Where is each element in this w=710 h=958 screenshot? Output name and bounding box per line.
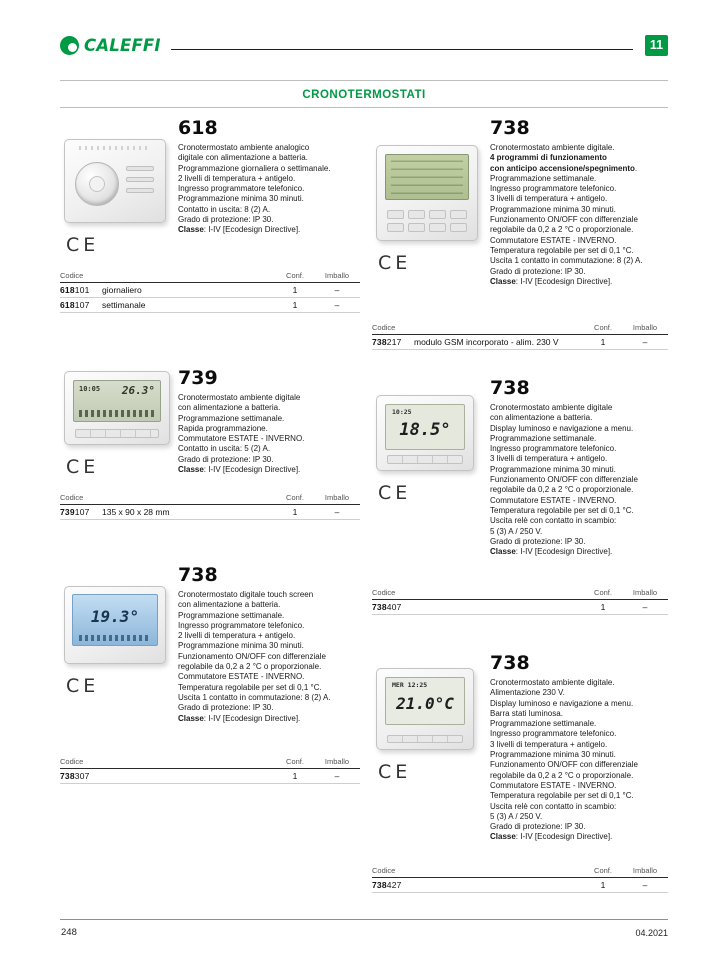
description-line: regolabile da 0,2 a 2 °C o proporzionale. [178,662,322,672]
description-line: Programmazione giornaliera o settimanale. [178,163,331,173]
product-description [178,393,360,475]
device-key [450,223,467,232]
lcd-segments [391,160,463,194]
chapter-badge: 11 [645,35,668,56]
description-line: Funzionamento ON/OFF con differenziale [490,215,638,225]
product-photo-touch-thermostat [64,586,166,664]
table-header [372,323,668,335]
device-lcd [385,677,465,725]
product-table [372,588,668,615]
description-line: con alimentazione a batteria. [178,403,281,413]
table-header [372,866,668,878]
lcd-temperature: 18.5° [399,420,451,440]
description-line: Contatto in uscita: 5 (2) A. [178,444,271,454]
table-body [60,769,360,784]
product-model: 618 [178,117,218,139]
table-row [60,505,360,520]
description-line: Cronotermostato ambiente digitale. [490,143,615,152]
product-photo-digital-thermostat [376,145,478,241]
product-info [490,118,668,287]
description-line: Programmazione settimanale. [490,173,597,183]
description-line: Programmazione minima 30 minuti. [490,204,616,214]
device-lcd [385,154,469,200]
description-line: Uscita relè con contatto in scambio: [490,516,617,526]
description-line: Barra stati luminosa. [490,708,563,718]
description-line: Alimentazione 230 V. [490,688,565,698]
product-description [490,143,668,287]
product-code: 738307 [60,771,90,781]
row-imballo: – [642,337,648,347]
row-description: modulo GSM incorporato - alim. 230 V [414,337,559,347]
device-lcd [72,594,158,646]
row-conf: 1 [292,285,298,295]
product-photo-analog-thermostat [64,139,166,223]
product-code: 738427 [372,880,402,890]
col-codice: Codice [60,757,84,766]
product-media [376,395,486,503]
col-conf: Conf. [286,271,304,280]
ce-mark: CE [66,234,100,256]
ce-mark: CE [378,252,412,274]
description-line: Rapida programmazione. [178,423,268,433]
lcd-temperature: 26.3° [121,384,155,397]
description-line: Funzionamento ON/OFF con differenziale [490,475,638,485]
table-header [372,588,668,600]
description-line: Temperatura regolabile per set di 0,1 °C. [490,791,634,801]
product-media [64,371,174,477]
description-line: Funzionamento ON/OFF con differenziale [490,760,638,770]
caleffi-logo [60,36,161,55]
lcd-program-bars [79,635,151,641]
product-code: 618107 [60,300,90,310]
device-lcd [73,380,161,422]
description-line: Display luminoso e navigazione a menu. [490,423,634,433]
col-conf: Conf. [286,757,304,766]
row-imballo: – [334,771,340,781]
device-lcd [385,404,465,450]
table-row [372,878,668,893]
product-table [372,866,668,893]
description-line: Ingresso programmatore telefonico. [490,184,617,194]
row-description: settimanale [102,300,146,310]
device-key [429,223,446,232]
description-line: Grado di protezione: IP 30. [490,822,586,832]
product-media [376,145,486,273]
description-line: Funzionamento ON/OFF con differenziale [178,651,326,661]
col-imballo: Imballo [632,323,658,332]
description-line: Cronotermostato ambiente digitale. [490,678,615,687]
description-line: Programmazione minima 30 minuti. [490,750,616,760]
description-line: Classe: I-IV [Ecodesign Directive]. [490,832,613,842]
description-line: Commutatore ESTATE - INVERNO. [490,780,617,790]
product-table [60,271,360,313]
col-imballo: Imballo [324,757,350,766]
ce-mark: CE [378,761,412,783]
col-conf: Conf. [594,588,612,597]
product-model: 738 [178,564,218,586]
description-line: Programmazione settimanale. [490,719,597,729]
table-body [372,878,668,893]
device-keypad [387,210,467,232]
page-number: 248 [61,927,77,938]
col-conf: Conf. [286,493,304,502]
product-photo-digital-thermostat [376,395,474,471]
col-imballo: Imballo [632,866,658,875]
table-row [372,600,668,615]
device-button [126,188,154,193]
description-line: 5 (3) A / 250 V. [490,811,543,821]
table-header [60,271,360,283]
description-line: Commutatore ESTATE - INVERNO. [490,235,617,245]
description-line: 5 (3) A / 250 V. [490,526,543,536]
product-media [64,139,174,255]
description-line: Classe: I-IV [Ecodesign Directive]. [178,225,301,235]
product-code: 738407 [372,602,402,612]
row-conf: 1 [292,771,298,781]
description-line: Temperatura regolabile per set di 0,1 °C. [490,505,634,515]
description-line: con anticipo accensione/spegnimento. [490,163,638,173]
product-media [64,586,174,696]
device-button [126,166,154,171]
col-imballo: Imballo [324,271,350,280]
row-conf: 1 [600,880,606,890]
description-line: con alimentazione a batteria. [178,600,281,610]
product-table [60,757,360,784]
product-code: 739107 [60,507,90,517]
col-codice: Codice [372,588,396,597]
device-buttons [387,455,463,464]
description-line: Grado di protezione: IP 30. [178,215,274,225]
description-line: Ingresso programmatore telefonico. [178,620,305,630]
lcd-time: 10:05 [79,385,101,393]
product-info [178,118,360,236]
col-conf: Conf. [594,866,612,875]
product-739 [60,365,360,520]
row-imballo: – [334,300,340,310]
product-code: 618101 [60,285,90,295]
description-line: Uscita 1 contatto in commutazione: 8 (2) A. [490,256,643,266]
description-line: Ingresso programmatore telefonico. [178,184,305,194]
row-conf: 1 [292,300,298,310]
description-line: Classe: I-IV [Ecodesign Directive]. [178,465,301,475]
col-imballo: Imballo [632,588,658,597]
device-key [387,210,404,219]
description-line: Cronotermostato ambiente digitale [178,393,301,402]
product-model: 739 [178,367,218,389]
lcd-day-time: MER 12:25 [392,681,428,689]
description-line: Temperatura regolabile per set di 0,1 °C. [490,245,634,255]
description-line: Cronotermostato ambiente analogico [178,143,310,152]
description-line: Contatto in uscita: 8 (2) A. [178,204,271,214]
description-line: Grado di protezione: IP 30. [178,454,274,464]
row-description: 135 x 90 x 28 mm [102,507,170,517]
product-media [376,668,486,782]
product-code: 738217 [372,337,402,347]
description-line: Programmazione settimanale. [490,433,597,443]
lcd-temperature: 21.0°C [396,694,454,713]
product-photo-digital-thermostat [376,668,474,750]
description-line: Ingresso programmatore telefonico. [490,729,617,739]
device-key [429,210,446,219]
lcd-program-bars [79,410,155,417]
product-info [490,378,668,557]
description-line: digitale con alimentazione a batteria. [178,153,308,163]
device-buttons [126,166,154,193]
product-info [490,653,668,843]
device-key [450,210,467,219]
product-description [490,678,668,843]
description-line: Commutatore ESTATE - INVERNO. [490,495,617,505]
description-line: Commutatore ESTATE - INVERNO. [178,434,305,444]
description-line: 2 livelli di temperatura + antigelo. [178,173,296,183]
table-body [372,335,668,350]
product-description [178,590,360,724]
description-line: Classe: I-IV [Ecodesign Directive]. [490,276,613,286]
header-rule [171,49,633,51]
catalog-date: 04.2021 [635,928,668,938]
table-row [60,298,360,313]
device-key [387,223,404,232]
device-button [126,177,154,182]
description-line: Grado di protezione: IP 30. [490,266,586,276]
row-conf: 1 [600,602,606,612]
product-model: 738 [490,652,530,674]
row-conf: 1 [600,337,606,347]
product-model: 738 [490,117,530,139]
product-738-battery-menu [372,375,668,615]
table-header [60,493,360,505]
description-line: 2 livelli di temperatura + antigelo. [178,631,296,641]
table-row [60,283,360,298]
description-line: regolabile da 0,2 a 2 °C o proporzionale. [490,770,634,780]
description-line: 3 livelli di temperatura + antigelo. [490,739,608,749]
footer-rule [60,919,668,920]
col-conf: Conf. [594,323,612,332]
description-line: 4 programmi di funzionamento [490,153,607,163]
description-line: Cronotermostato ambiente digitale [490,403,613,412]
description-line: Grado di protezione: IP 30. [490,536,586,546]
product-738-230v [372,650,668,893]
row-description: giornaliero [102,285,142,295]
ce-mark: CE [378,482,412,504]
device-key [408,210,425,219]
description-line: Uscita 1 contatto in commutazione: 8 (2) A. [178,692,331,702]
description-line: regolabile da 0,2 a 2 °C o proporzionale. [490,225,634,235]
table-body [60,283,360,313]
description-line: Classe: I-IV [Ecodesign Directive]. [178,713,301,723]
product-table [60,493,360,520]
col-codice: Codice [60,271,84,280]
description-line: Grado di protezione: IP 30. [178,703,274,713]
description-line: Programmazione minima 30 minuti. [490,464,616,474]
row-imballo: – [334,285,340,295]
ce-mark: CE [66,675,100,697]
product-info [178,368,360,475]
caleffi-logo-icon [60,36,79,55]
row-conf: 1 [292,507,298,517]
product-description [490,403,668,557]
description-line: con alimentazione a batteria. [490,413,593,423]
description-line: Ingresso programmatore telefonico. [490,444,617,454]
device-buttons [75,429,159,438]
description-line: Uscita relè con contatto in scambio: [490,801,617,811]
section-title: CRONOTERMOSTATI [302,88,426,101]
product-model: 738 [490,377,530,399]
lcd-time: 10:25 [392,408,412,416]
product-info [178,565,360,724]
description-line: 3 livelli di temperatura + antigelo. [490,454,608,464]
table-body [60,505,360,520]
brand-name: CALEFFI [84,35,161,55]
table-header [60,757,360,769]
description-line: Programmazione settimanale. [178,413,285,423]
description-line: Display luminoso e navigazione a menu. [490,698,634,708]
row-imballo: – [642,880,648,890]
col-codice: Codice [372,866,396,875]
product-description [178,143,360,236]
description-line: Cronotermostato digitale touch screen [178,590,314,599]
table-body [372,600,668,615]
product-738-touch [60,562,360,784]
description-line: Programmazione settimanale. [178,610,285,620]
description-line: regolabile da 0,2 a 2 °C o proporzionale. [490,485,634,495]
description-line: Commutatore ESTATE - INVERNO. [178,672,305,682]
table-row [60,769,360,784]
product-738-gsm [372,115,668,350]
row-imballo: – [642,602,648,612]
description-line: Classe: I-IV [Ecodesign Directive]. [490,547,613,557]
section-banner [60,80,668,108]
lcd-temperature: 19.3° [90,607,140,626]
description-line: 3 livelli di temperatura + antigelo. [490,194,608,204]
description-line: Programmazione minima 30 minuti. [178,641,304,651]
product-618 [60,115,360,313]
page-header [60,33,668,57]
device-buttons [387,735,463,743]
col-codice: Codice [60,493,84,502]
device-vents [79,146,151,150]
device-key [408,223,425,232]
table-row [372,335,668,350]
product-photo-digital-thermostat [64,371,170,445]
device-dial [75,162,119,206]
col-imballo: Imballo [324,493,350,502]
description-line: Temperatura regolabile per set di 0,1 °C. [178,682,322,692]
col-codice: Codice [372,323,396,332]
row-imballo: – [334,507,340,517]
product-table [372,323,668,350]
ce-mark: CE [66,456,100,478]
description-line: Programmazione minima 30 minuti. [178,194,304,204]
